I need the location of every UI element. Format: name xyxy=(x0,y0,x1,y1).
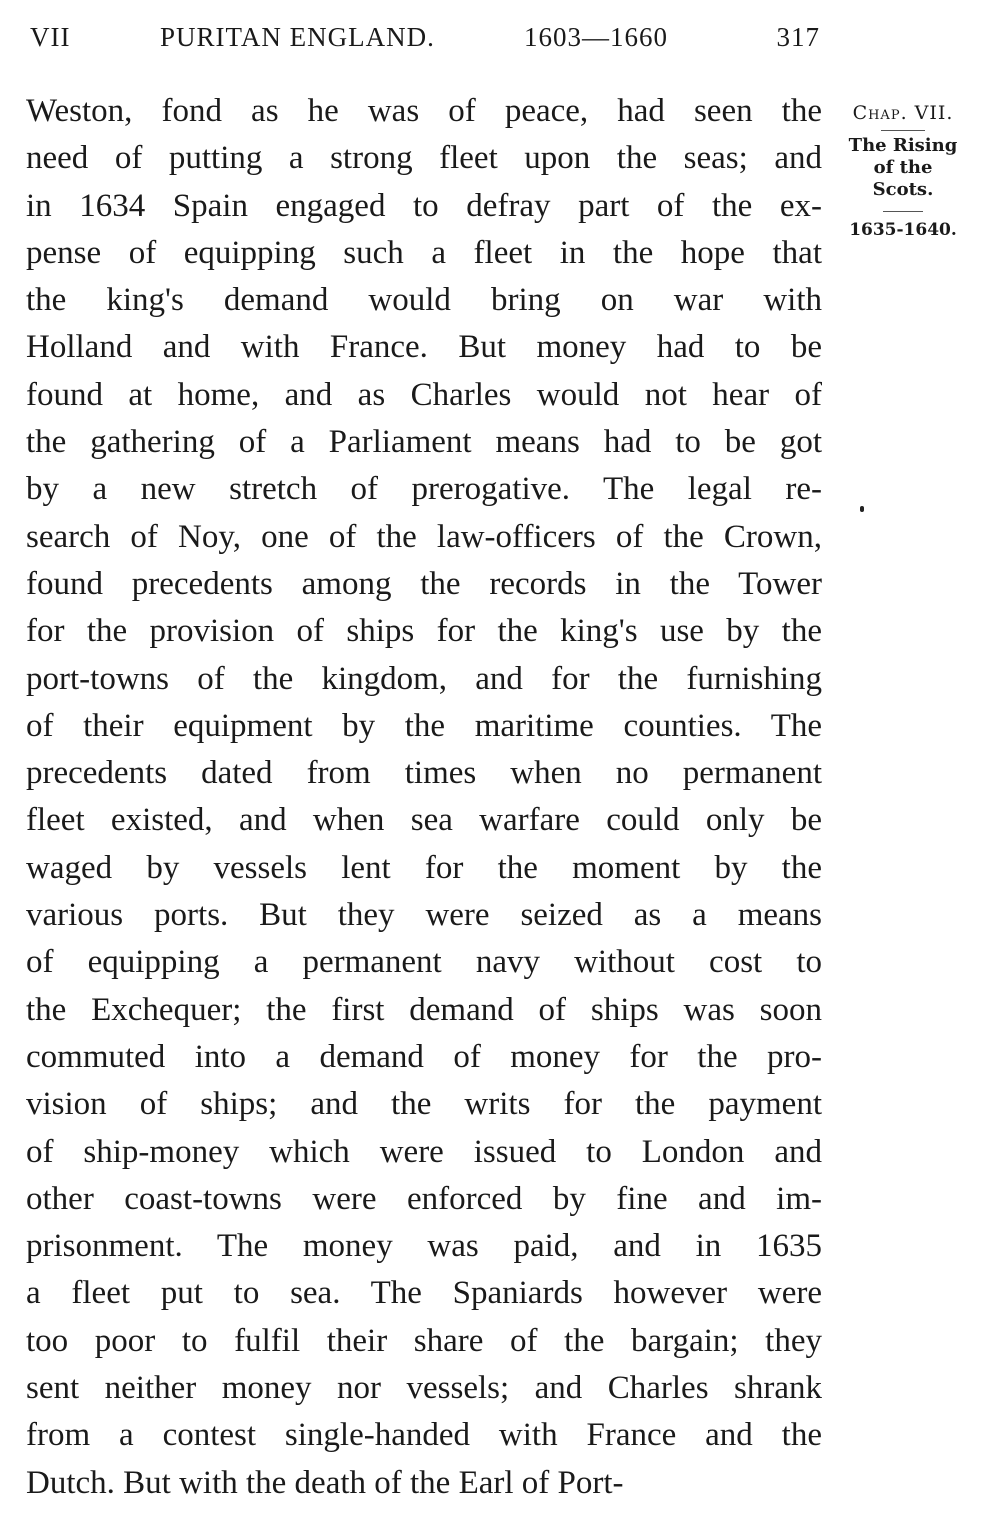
text-line: of equipping a permanent navy without cost to xyxy=(26,944,822,981)
text-line: waged by vessels lent for the moment by the xyxy=(26,849,822,886)
text-line: from a contest single-handed with France and the xyxy=(26,1417,822,1454)
text-line: too poor to fulfil their share of the bargain; they xyxy=(26,1322,822,1359)
margin-rule xyxy=(881,130,925,131)
text-line: fleet existed, and when sea warfare could only be xyxy=(26,802,822,839)
page-number: 317 xyxy=(776,22,820,52)
body-text xyxy=(26,88,822,1507)
header-date-range: 1603—1660 xyxy=(524,22,668,52)
text-line: the king's demand would bring on war with xyxy=(26,282,822,319)
marginal-notes xyxy=(838,96,968,242)
text-line: the Exchequer; the first demand of ships was soon xyxy=(26,991,822,1028)
text-line: various ports. But they were seized as a means xyxy=(26,897,822,934)
text-line: commuted into a demand of money for the pro- xyxy=(26,1038,822,1075)
text-line: other coast-towns were enforced by fine and im- xyxy=(26,1180,822,1217)
text-line: Holland and with France. But money had to be xyxy=(26,329,822,366)
margin-topic-line: of the xyxy=(873,157,933,178)
text-line: sent neither money nor vessels; and Charles shrank xyxy=(26,1370,822,1407)
margin-rule xyxy=(883,211,923,212)
ink-speck xyxy=(860,506,864,512)
margin-year-range: 1635-1640. xyxy=(849,220,957,240)
header-book-title: PURITAN ENGLAND. xyxy=(160,22,435,52)
text-line: found precedents among the records in the Tower xyxy=(26,565,822,602)
text-line: precedents dated from times when no permanent xyxy=(26,755,822,792)
text-line: pense of equipping such a fleet in the hope that xyxy=(26,234,822,271)
margin-chapter-label: Chap. VII. xyxy=(852,102,954,124)
text-line: Dutch. But with the death of the Earl of Port- xyxy=(26,1464,624,1501)
text-line: the gathering of a Parliament means had to be got xyxy=(26,424,822,461)
text-line: in 1634 Spain engaged to defray part of the ex- xyxy=(26,187,822,224)
text-line: Weston, fond as he was of peace, had seen the xyxy=(26,93,822,129)
text-line: port-towns of the kingdom, and for the furnishing xyxy=(26,660,822,697)
margin-topic-line: Scots. xyxy=(872,179,934,200)
text-line: search of Noy, one of the law-officers of the Crown, xyxy=(26,518,822,555)
text-line: by a new stretch of prerogative. The legal re- xyxy=(26,471,822,508)
text-line: found at home, and as Charles would not hear of xyxy=(26,376,822,413)
text-line: need of putting a strong fleet upon the seas; and xyxy=(26,140,822,177)
running-header xyxy=(30,22,820,56)
margin-topic-line: The Rising xyxy=(848,135,958,156)
margin-topic xyxy=(838,135,968,201)
text-line: of their equipment by the maritime counties. The xyxy=(26,707,822,744)
text-line: prisonment. The money was paid, and in 1635 xyxy=(26,1228,822,1265)
text-line: a fleet put to sea. The Spaniards however were xyxy=(26,1275,822,1312)
text-line: of ship-money which were issued to London and xyxy=(26,1133,822,1170)
text-line: vision of ships; and the writs for the payment xyxy=(26,1086,822,1123)
text-line: for the provision of ships for the king's use by the xyxy=(26,613,822,650)
header-chapter-number: VII xyxy=(30,22,71,52)
